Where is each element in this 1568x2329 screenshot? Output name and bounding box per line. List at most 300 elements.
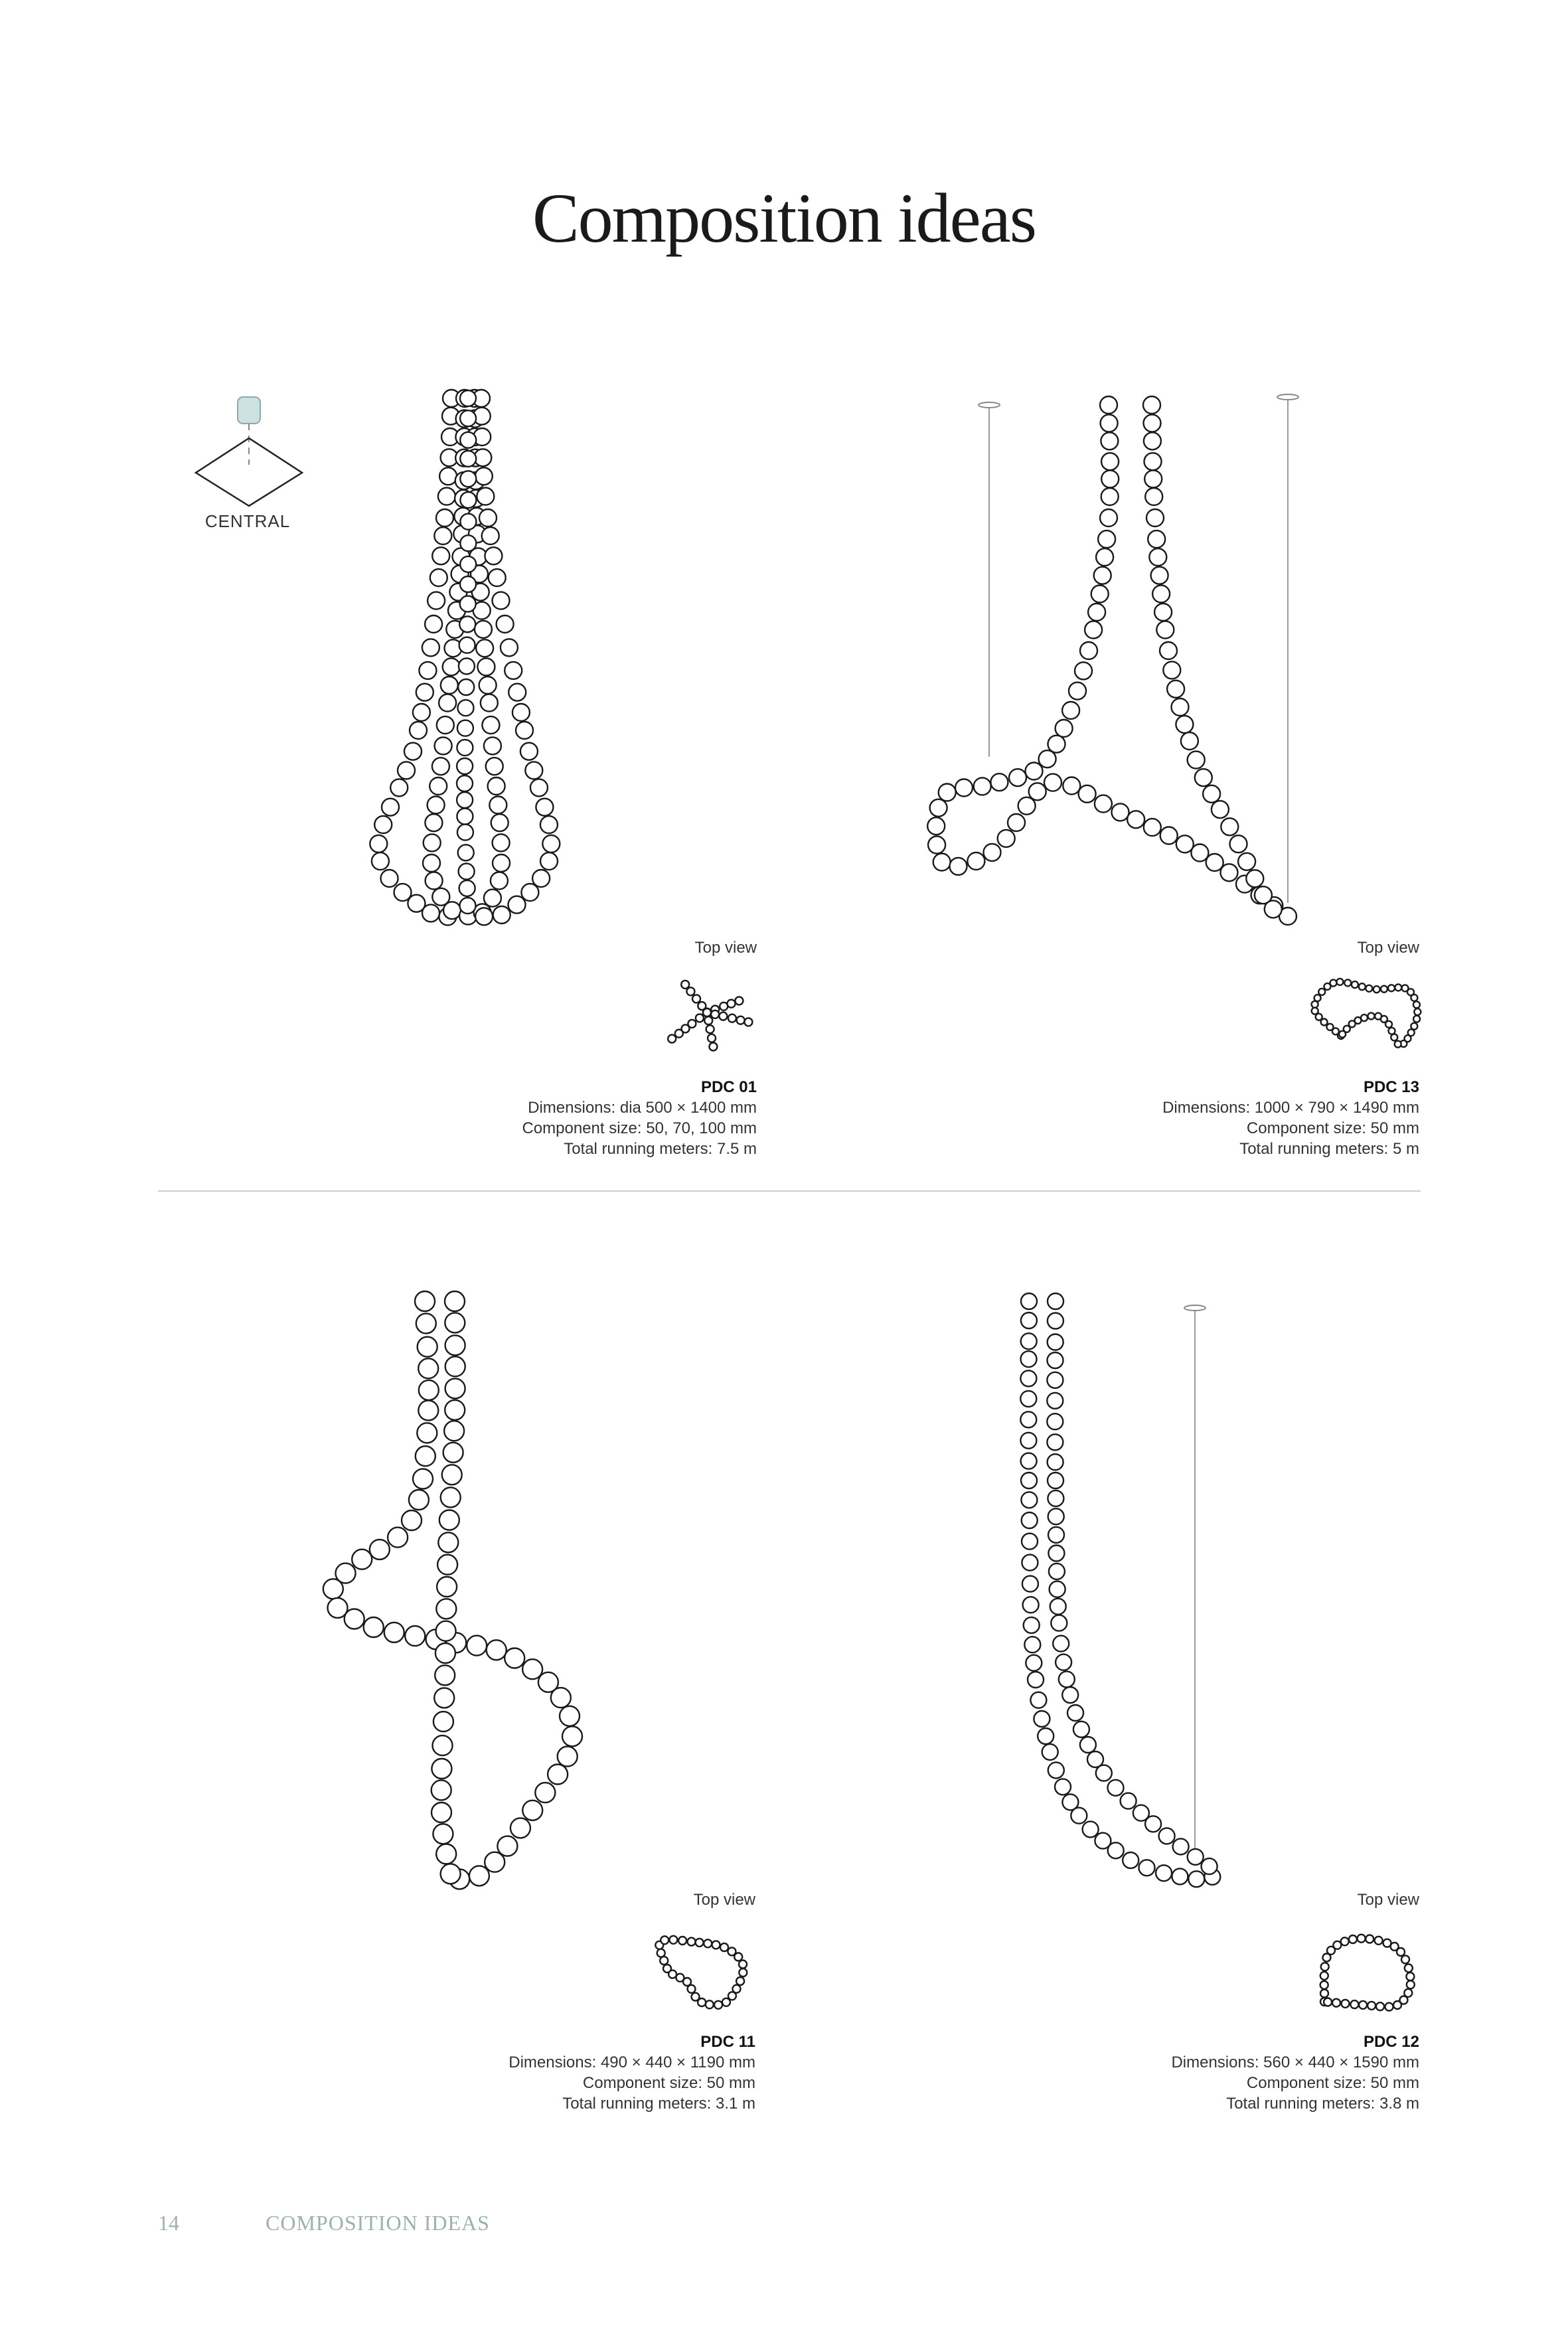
bead [413,704,430,721]
bead [675,1030,683,1038]
pdc13-top-view-drawing [1301,969,1421,1056]
bead [457,740,473,756]
bead [950,858,967,875]
bead [1101,432,1118,449]
bead [744,1018,752,1026]
bead [1048,1508,1064,1524]
bead [481,694,498,712]
bead [1366,985,1372,992]
bead [1149,548,1166,566]
bead [1352,981,1358,988]
bead [668,1970,676,1978]
bead [434,1688,454,1708]
bead [736,1977,744,1985]
bead [1026,763,1043,780]
pdc01-spec [292,1077,757,1159]
bead [445,1291,465,1311]
bead [536,799,553,816]
bead [1048,736,1065,753]
bead [1144,432,1161,449]
bead [1121,1793,1137,1809]
bead [1156,1865,1172,1881]
bead [460,432,476,448]
bead [696,1014,704,1022]
bead [1108,1780,1124,1796]
ceiling-canopy [1184,1305,1206,1311]
bead [441,1487,461,1507]
bead [437,716,454,734]
bead [739,1968,747,1976]
bead [382,799,399,816]
mount-label: CENTRAL [204,511,291,531]
bead [1321,1963,1329,1970]
bead [1172,698,1189,716]
bead [428,592,445,609]
bead [1176,716,1193,733]
bead [955,779,973,797]
bead [686,987,694,995]
bead [1022,1512,1038,1528]
bead [431,1780,451,1800]
bead [1341,1937,1349,1945]
bead [457,809,473,825]
page-title: Composition ideas [532,179,1036,257]
bead [419,1380,439,1400]
bead [1009,769,1026,786]
bead [384,1623,404,1643]
bead [458,700,474,716]
bead [1085,621,1102,639]
bead [1160,642,1177,659]
bead [1048,1490,1063,1506]
bead [1152,586,1170,603]
bead [1413,1016,1420,1022]
bead [1063,777,1080,795]
bead [1406,1972,1414,1980]
bead [1018,797,1036,815]
bead [457,775,473,791]
bead [501,639,518,656]
bead [974,777,991,795]
pdc11-component-size: Component size: 50 mm [582,2074,755,2092]
pdc13-code: PDC 13 [1363,1078,1419,1096]
bead [419,662,436,679]
pdc01-top-view-label: Top view [694,939,757,957]
bead [1022,1576,1038,1592]
bead [1145,488,1162,505]
tv-arm-5 [668,1008,711,1043]
bead [402,1510,422,1530]
pdc11-drawing [305,1281,624,1919]
bead [1101,414,1118,432]
bead [1397,1948,1405,1956]
bead [364,1617,384,1637]
bead [1050,1599,1066,1615]
pdc12-top-view-label: Top view [1357,1891,1419,1909]
bead [1101,470,1119,487]
bead [1055,1779,1071,1795]
bead [491,872,508,890]
bead [1358,1935,1366,1943]
bead [709,1043,717,1051]
bead [1145,1816,1161,1832]
bead [1368,1012,1375,1019]
bead [345,1609,364,1629]
bead [1366,1935,1373,1943]
bead [706,1025,714,1033]
bead [520,743,538,760]
bead [1020,1433,1036,1449]
bead [443,902,461,919]
bead [352,1550,372,1569]
bead [485,547,502,564]
bead [692,1993,700,2001]
bead [460,390,476,406]
bead [476,639,493,657]
bead [509,684,526,701]
bead [460,514,476,530]
bead [441,1864,461,1884]
bead [1350,2000,1358,2008]
bead [1172,1868,1188,1884]
bead [1327,1024,1334,1030]
ceiling-mount-icon [186,392,312,524]
bead [390,779,408,796]
footer-section-title: COMPOSITION IDEAS [266,2211,490,2235]
bead [1096,548,1113,566]
bead [1221,818,1238,835]
bead [425,814,442,831]
bead [657,1949,665,1957]
bead [1056,1654,1071,1670]
bead [668,1035,676,1043]
bead [1080,1737,1096,1753]
bead [418,1358,438,1378]
bead [1038,1728,1054,1744]
bead [1202,1858,1217,1874]
pdc12-top-view-drawing [1311,1929,1421,2015]
bead [1413,1001,1420,1008]
bead [1050,1581,1065,1597]
bead [1195,769,1212,786]
bead [489,569,506,586]
bead [435,1643,455,1663]
bead [1101,453,1119,470]
bead [430,777,447,795]
bead [1154,603,1172,621]
bead [1022,1555,1038,1571]
bead [661,1936,668,1944]
bead [459,880,475,896]
bead [714,2001,722,2009]
bead [1028,1672,1044,1688]
bead [706,2000,714,2008]
bead [1053,1636,1069,1652]
bead [1098,530,1115,548]
pdc11-spec [291,2032,755,2114]
pdc01-top-view-drawing [657,969,757,1056]
bead [1021,1293,1037,1309]
bead [712,1941,720,1949]
bead [439,1510,459,1530]
bead [436,509,453,526]
bead [1123,1852,1138,1868]
bead [1144,470,1162,487]
bead [930,799,947,817]
bead [1181,732,1198,750]
bead [1091,586,1109,603]
bead [1203,785,1220,803]
strand-straight [431,1291,465,1884]
pdc13-running-meters: Total running meters: 5 m [1239,1140,1419,1158]
pdc12-code: PDC 12 [1363,2033,1419,2051]
bead [425,615,442,633]
bead [1021,1333,1037,1349]
bead [1020,1370,1036,1386]
bead [1395,1041,1401,1048]
bead [436,1621,456,1641]
bead [1051,1615,1067,1631]
bead [388,1528,408,1548]
bead [475,621,492,638]
bead [939,784,956,801]
bead [372,852,389,870]
bead [422,904,439,922]
bead [1359,983,1366,990]
bead [459,658,475,674]
tv-loop [1312,979,1421,1048]
bead [482,716,499,734]
bead [457,720,473,736]
bead [1188,1871,1204,1887]
bead [460,596,476,612]
bead [1146,509,1164,526]
bead [1144,414,1161,432]
bead [479,509,497,526]
bead [1391,1034,1397,1041]
bead [1088,603,1105,621]
bead [416,1313,436,1333]
bead [704,1016,712,1024]
bead [460,471,476,487]
pdc13-drawing [916,385,1328,943]
bead [728,1000,736,1008]
bead [1042,1744,1058,1760]
bead [509,896,526,914]
bead [1375,1937,1383,1945]
bead [1333,1941,1341,1949]
bead [423,854,440,872]
bead [505,1648,524,1668]
pdc11-code: PDC 11 [700,2033,755,2051]
bead [728,1014,736,1022]
bead [445,1356,465,1376]
pdc12-spec [955,2032,1419,2114]
pdc11-top-view-drawing [647,1929,757,2015]
bead [485,1852,505,1872]
bead [1047,1434,1063,1450]
bead [1127,811,1144,828]
bead [1029,783,1046,800]
bead [1079,785,1096,803]
bead [1320,1972,1328,1980]
bead [1407,1980,1415,1988]
bead [1330,980,1337,987]
bead [1411,995,1417,1001]
pdc01-dimensions: Dimensions: dia 500 × 1400 mm [528,1099,757,1117]
bead [1030,1692,1046,1708]
strand-outer-left [370,390,460,925]
bead [1375,1013,1381,1020]
bead [1048,1352,1063,1368]
bead [438,1532,458,1552]
bead [1148,530,1165,548]
bead [1048,1762,1064,1778]
bead [417,1423,437,1443]
bead [442,1465,462,1485]
bead [433,1712,453,1731]
bead [967,852,984,870]
bead [432,547,449,564]
bead [488,777,505,795]
bead [475,908,493,925]
bead [1008,814,1025,831]
bead [933,854,951,871]
bead [460,451,476,467]
bead [1044,774,1061,791]
bead [722,1998,730,2006]
bead [1344,979,1351,986]
bead [1144,453,1162,470]
bead [530,779,548,796]
bead [739,1961,747,1968]
bead [1100,509,1117,526]
bead [422,639,439,656]
bead [928,837,945,854]
bead [410,722,427,739]
bead [1160,827,1178,844]
bead [1144,819,1161,836]
bead [998,830,1015,847]
bead [1083,1821,1099,1837]
bead [1188,1849,1204,1865]
bead [1024,1637,1040,1652]
bead [1021,1313,1037,1328]
bead [441,677,458,694]
bead [558,1747,578,1767]
tv-loop [1320,1935,1415,2011]
bead [398,762,415,779]
pdc11-top-view-label: Top view [693,1891,755,1909]
bead [323,1579,343,1599]
bead [431,1803,451,1822]
bead [1024,1617,1040,1633]
bead [678,1937,686,1945]
bead [435,1665,455,1685]
bead [1151,567,1168,584]
bead [433,1735,453,1755]
bead [479,677,497,694]
bead [435,737,452,754]
bead [1221,864,1238,881]
pdc13-dimensions: Dimensions: 1000 × 790 × 1490 mm [1162,1099,1419,1117]
bead [1401,1955,1409,1963]
bead [484,737,501,754]
pdc13-spec [955,1077,1419,1159]
bead [445,1378,465,1398]
bead [734,1953,742,1961]
bead [1048,1546,1064,1562]
bead [1139,1860,1155,1876]
bead [512,704,530,721]
bead [1023,1597,1039,1613]
bead [457,825,473,841]
bead [416,684,433,701]
bead [1100,396,1117,414]
bead [436,1844,456,1864]
bead [711,1010,719,1018]
bead [1048,1527,1064,1543]
bead [525,762,542,779]
bead [1062,1687,1078,1703]
bead [431,1759,451,1779]
bead [735,997,743,1004]
bead [434,527,451,544]
pdc12-running-meters: Total running meters: 3.8 m [1226,2095,1419,2113]
bead [990,773,1008,791]
bead [1167,681,1184,698]
bead [460,556,476,572]
bead [1320,1981,1328,1989]
bead [1021,1351,1037,1367]
bead [1332,1999,1340,2007]
bead [1021,1453,1037,1469]
bead [428,797,445,814]
bead [696,1939,704,1947]
bead [486,758,503,775]
bead [475,467,493,485]
bead [457,792,473,808]
bead [522,1801,542,1820]
bead [477,658,495,675]
bead [493,854,510,872]
bead [1324,1998,1332,2006]
bead [1312,1008,1318,1014]
bead [432,758,449,775]
bead [493,592,510,609]
bead [439,467,457,485]
bead [1389,1028,1395,1034]
bead [1062,702,1079,719]
bead [1096,1765,1112,1781]
bead [436,1599,456,1619]
bead [1405,1964,1413,1972]
bead [437,1577,457,1597]
bead [660,1957,668,1965]
bead [458,844,474,860]
bead [1022,1534,1038,1550]
ceiling-canopy [1277,394,1298,400]
pdc12-drawing [996,1281,1275,1919]
bead [540,852,558,870]
pdc11-running-meters: Total running meters: 3.1 m [562,2095,755,2113]
bead [482,527,499,544]
pdc12-dimensions: Dimensions: 560 × 440 × 1590 mm [1171,2053,1419,2071]
bead [1191,844,1208,862]
bead [460,410,476,426]
bead [1212,801,1229,818]
bead [458,679,474,695]
